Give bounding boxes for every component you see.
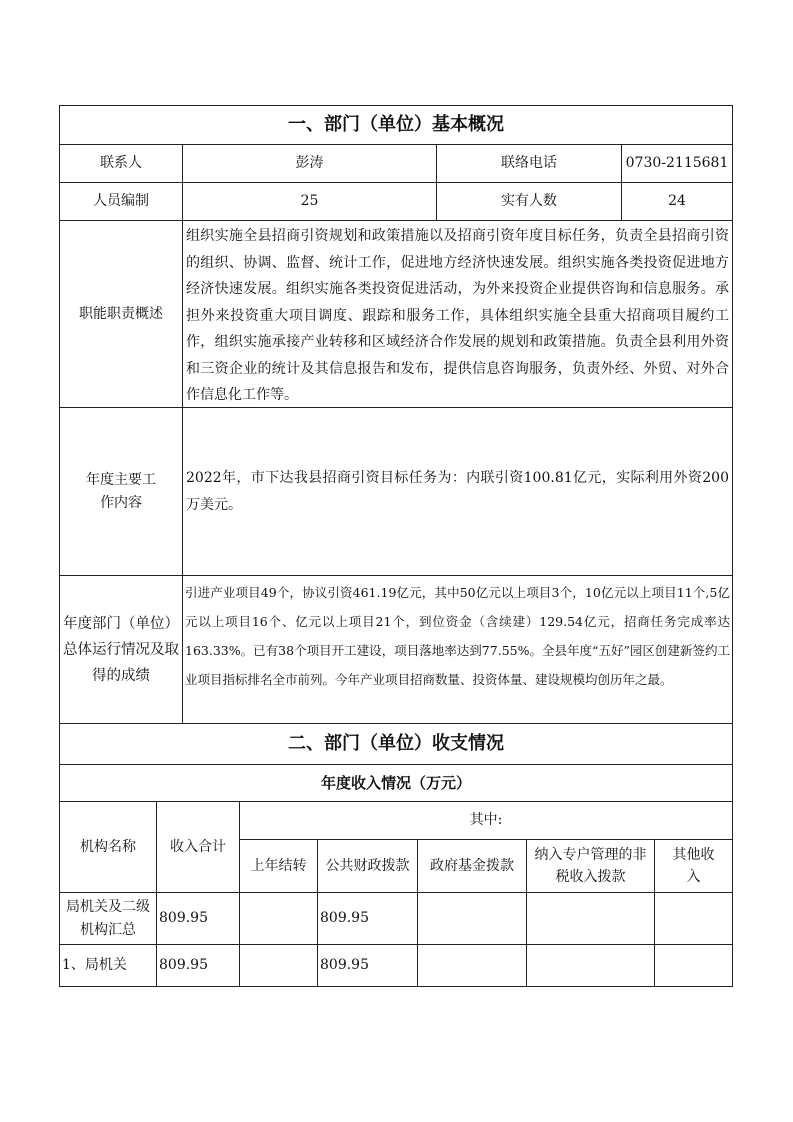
- header-of-which: 其中:: [239, 801, 733, 840]
- row-total: 809.95: [156, 944, 240, 987]
- header-non-tax: 纳入专户管理的非税收入拨款: [526, 839, 655, 893]
- row-carryover: [239, 892, 318, 945]
- row-public-finance: 809.95: [317, 944, 418, 987]
- results-text: 引进产业项目49个，协议引资461.19亿元，其中50亿元以上项目3个，10亿元以上项目11个,5亿元以上项目16个、亿元以上项目21个，到位资金（含续建）129.54亿元，招商任务完成率达163.33%。已有38个项目开工建设，项目落地率达到77.55%。全县年度“五好”园区创建新签约工业项目指标排名全市前列。今年产业项目招商数量、投资体量、建设规模均创历年之最。: [182, 575, 733, 724]
- header-gov-fund: 政府基金拨款: [417, 839, 527, 893]
- header-carryover: 上年结转: [239, 839, 318, 893]
- actual-label: 实有人数: [436, 182, 622, 221]
- phone-value: 0730-2115681: [621, 144, 733, 183]
- results-label: 年度部门（单位）总体运行情况及取得的成绩: [59, 575, 183, 724]
- income-title: 年度收入情况（万元）: [59, 764, 733, 802]
- row-total: 809.95: [156, 892, 240, 945]
- section2-title: 二、部门（单位）收支情况: [59, 723, 733, 765]
- row-gov-fund: [417, 892, 527, 945]
- work-text: 2022年，市下达我县招商引资目标任务为：内联引资100.81亿元，实际利用外资200万美元。: [182, 407, 733, 576]
- row-non-tax: [526, 892, 655, 945]
- contact-value: 彭涛: [182, 144, 437, 183]
- work-label: 年度主要工作内容: [59, 407, 183, 576]
- duties-text: 组织实施全县招商引资规划和政策措施以及招商引资年度目标任务，负责全县招商引资的组织、协调、监督、统计工作，促进地方经济快速发展。组织实施各类投资促进地方经济快速发展。组织实施各类投资促进活动，为外来投资企业提供咨询和信息服务。承担外来投资重大项目调度、跟踪和服务工作，具体组织实施全县重大招商项目履约工作，组织实施承接产业转移和区域经济合作发展的规划和政策措施。负责全县利用外资和三资企业的统计及其信息报告和发布，提供信息咨询服务，负责外经、外贸、对外合作信息化工作等。: [182, 220, 733, 408]
- row-other: [654, 892, 733, 945]
- row-carryover: [239, 944, 318, 987]
- header-other: 其他收入: [654, 839, 733, 893]
- row-org: 1、局机关: [59, 944, 157, 987]
- actual-value: 24: [621, 182, 733, 221]
- staff-value: 25: [182, 182, 437, 221]
- header-org: 机构名称: [59, 801, 157, 893]
- section1-title: 一、部门（单位）基本概况: [59, 105, 733, 145]
- contact-label: 联系人: [59, 144, 183, 183]
- row-non-tax: [526, 944, 655, 987]
- row-public-finance: 809.95: [317, 892, 418, 945]
- header-total: 收入合计: [156, 801, 240, 893]
- header-public-finance: 公共财政拨款: [317, 839, 418, 893]
- row-other: [654, 944, 733, 987]
- row-gov-fund: [417, 944, 527, 987]
- staff-label: 人员编制: [59, 182, 183, 221]
- duties-label: 职能职责概述: [59, 220, 183, 408]
- row-org: 局机关及二级机构汇总: [59, 892, 157, 945]
- phone-label: 联络电话: [436, 144, 622, 183]
